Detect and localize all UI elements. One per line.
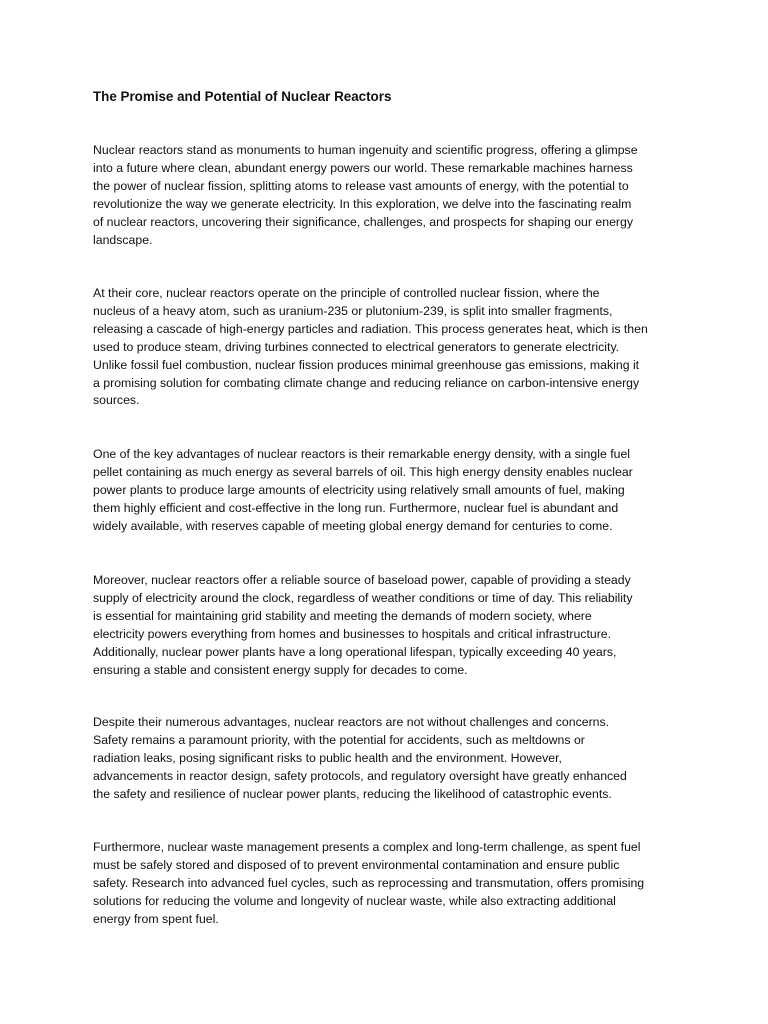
paragraph-line: Additionally, nuclear power plants have a long operational lifespan, typically exceeding 40 years, [93, 644, 617, 659]
paragraph-line: Unlike fossil fuel combustion, nuclear fission produces minimal greenhouse gas emissions, making it [93, 357, 640, 372]
paragraph-line: energy from spent fuel. [93, 911, 219, 926]
paragraph-line: must be safely stored and disposed of to prevent environmental contamination and ensure public [93, 857, 620, 872]
paragraph-introduction [93, 142, 683, 249]
paragraph-line: revolutionize the way we generate electricity. In this exploration, we delve into the fascinating realm [93, 196, 632, 211]
paragraph-line: widely available, with reserves capable of meeting global energy demand for centuries to come. [93, 518, 613, 533]
paragraph-line: At their core, nuclear reactors operate on the principle of controlled nuclear fission, where the [93, 286, 600, 300]
paragraph-line: electricity powers everything from homes and businesses to hospitals and critical infrastructure. [93, 626, 612, 641]
paragraph-line: Moreover, nuclear reactors offer a reliable source of baseload power, capable of providing a steady [93, 573, 631, 587]
paragraph-line: landscape. [93, 232, 153, 247]
paragraph-line: of nuclear reactors, uncovering their significance, challenges, and prospects for shaping our energy [93, 214, 634, 229]
paragraph-line: nucleus of a heavy atom, such as uranium-235 or plutonium-239, is split into smaller fragments, [93, 303, 613, 318]
document-title: The Promise and Potential of Nuclear Reactors [93, 89, 392, 104]
paragraph-line: safety. Research into advanced fuel cycles, such as reprocessing and transmutation, offers promising [93, 875, 645, 890]
paragraph-line: used to produce steam, driving turbines connected to electrical generators to generate electricity. [93, 339, 620, 354]
paragraph-line: Nuclear reactors stand as monuments to human ingenuity and scientific progress, offering a glimpse [93, 143, 638, 157]
paragraph-energy-density [93, 446, 683, 536]
paragraph-line: a promising solution for combating climate change and reducing reliance on carbon-intensive energy [93, 375, 640, 390]
paragraph-line: radiation leaks, posing significant risks to public health and the environment. However, [93, 750, 562, 765]
paragraph-line: Furthermore, nuclear waste management presents a complex and long-term challenge, as spent fuel [93, 840, 641, 854]
paragraph-line: Safety remains a paramount priority, with the potential for accidents, such as meltdowns or [93, 732, 585, 747]
paragraph-line: them highly efficient and cost-effective in the long run. Furthermore, nuclear fuel is abundant and [93, 500, 619, 515]
paragraph-line: releasing a cascade of high-energy particles and radiation. This process generates heat, which is then [93, 321, 648, 336]
paragraph-waste-management [93, 839, 683, 929]
paragraph-line: solutions for reducing the volume and longevity of nuclear waste, while also extracting additional [93, 893, 616, 908]
paragraph-line: the safety and resilience of nuclear power plants, reducing the likelihood of catastrophic events. [93, 786, 612, 801]
paragraph-baseload-power [93, 572, 683, 679]
paragraph-fission-principle [93, 285, 683, 410]
paragraph-line: into a future where clean, abundant energy powers our world. These remarkable machines harness [93, 160, 633, 175]
paragraph-line: is essential for maintaining grid stability and meeting the demands of modern society, where [93, 608, 592, 623]
paragraph-line: Despite their numerous advantages, nuclear reactors are not without challenges and concerns. [93, 715, 610, 729]
paragraph-line: One of the key advantages of nuclear reactors is their remarkable energy density, with a single fuel [93, 447, 631, 461]
paragraph-line: power plants to produce large amounts of electricity using relatively small amounts of fuel, making [93, 482, 625, 497]
paragraph-line: pellet containing as much energy as several barrels of oil. This high energy density enables nuclear [93, 464, 633, 479]
paragraph-line: ensuring a stable and consistent energy supply for decades to come. [93, 662, 468, 677]
paragraph-line: the power of nuclear fission, splitting atoms to release vast amounts of energy, with the potential to [93, 178, 629, 193]
paragraph-line: supply of electricity around the clock, regardless of weather conditions or time of day. This reliability [93, 590, 633, 605]
paragraph-line: advancements in reactor design, safety protocols, and regulatory oversight have greatly enhanced [93, 768, 627, 783]
paragraph-line: sources. [93, 393, 140, 408]
paragraph-safety-challenges [93, 714, 683, 804]
